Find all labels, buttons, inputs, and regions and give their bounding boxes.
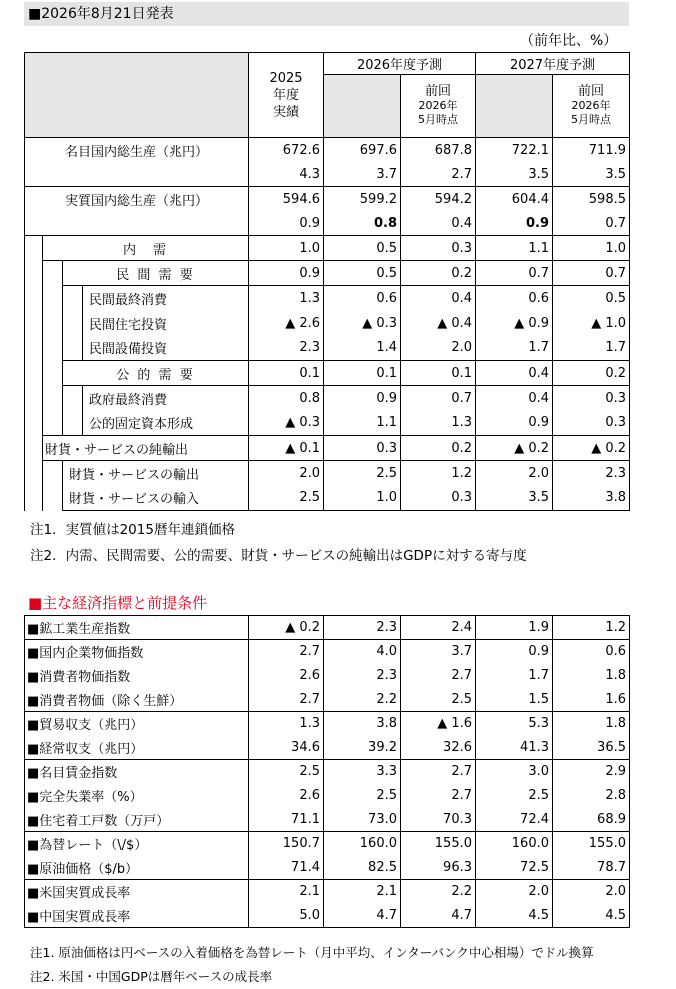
indent-cell	[25, 311, 43, 336]
indicator-label: ■国内企業物価指数	[25, 640, 249, 664]
value-cell: 0.7	[476, 261, 553, 286]
prev-line2: 2026年	[418, 99, 458, 112]
value-cell: 0.3	[553, 386, 630, 411]
row-label: 民間最終消費	[83, 286, 249, 311]
value-cell: 0.3	[324, 436, 401, 461]
value-cell: 1.8	[553, 712, 630, 736]
value-cell: ▲ 0.2	[249, 616, 324, 640]
table-row	[25, 856, 630, 880]
value-cell: 70.3	[401, 808, 476, 832]
table-row	[25, 213, 630, 236]
value-cell: 0.2	[401, 436, 476, 461]
value-cell: 0.4	[476, 361, 553, 386]
value-cell: 594.2	[401, 187, 476, 213]
table-row	[25, 361, 630, 386]
value-cell: 2.7	[249, 688, 324, 712]
value-cell: 155.0	[553, 832, 630, 856]
indicator-label: ■鉱工業生産指数	[25, 616, 249, 640]
row-label	[25, 213, 249, 236]
value-cell: 1.2	[401, 461, 476, 486]
value-cell: 2.4	[401, 616, 476, 640]
value-cell: ▲ 0.3	[249, 411, 324, 436]
value-cell: 1.3	[249, 286, 324, 311]
row-label: 公的固定資本形成	[83, 411, 249, 436]
row-label: 民間住宅投資	[83, 311, 249, 336]
value-cell: 2.3	[249, 336, 324, 361]
col-2027-prev	[553, 75, 630, 138]
indent-cell	[43, 411, 63, 436]
col-2027-forecast: 2027年度予測	[476, 53, 630, 75]
value-cell: ▲ 1.6	[401, 712, 476, 736]
value-cell: 2.0	[553, 880, 630, 904]
table-row	[25, 311, 630, 336]
table-row	[25, 616, 630, 640]
value-cell: 4.5	[476, 904, 553, 928]
table-row	[25, 261, 630, 286]
row-label: 名目国内総生産（兆円）	[25, 138, 249, 164]
unit-label: （前年比、%）	[520, 33, 618, 49]
indent-cell	[25, 336, 43, 361]
value-cell: 39.2	[324, 736, 401, 760]
value-cell: 2.7	[249, 640, 324, 664]
indicator-label: ■貿易収支（兆円）	[25, 712, 249, 736]
indicator-label: ■米国実質成長率	[25, 880, 249, 904]
indent-cell	[25, 411, 43, 436]
indent-cell	[25, 261, 43, 286]
value-cell: 2.0	[476, 461, 553, 486]
indicator-label: ■為替レート（\/$）	[25, 832, 249, 856]
section2-title: ■主な経済指標と前提条件	[28, 594, 208, 612]
col-2025-line3: 実績	[272, 104, 299, 120]
value-cell: 3.3	[324, 760, 401, 784]
value-cell: 0.8	[324, 213, 401, 236]
table-row	[25, 688, 630, 712]
table-row	[25, 760, 630, 784]
value-cell: 697.6	[324, 138, 401, 164]
value-cell: 78.7	[553, 856, 630, 880]
value-cell: 4.0	[324, 640, 401, 664]
value-cell: 2.3	[324, 616, 401, 640]
value-cell: 36.5	[553, 736, 630, 760]
value-cell: 599.2	[324, 187, 401, 213]
value-cell: 3.5	[476, 486, 553, 511]
indent-cell	[25, 236, 43, 261]
value-cell: 1.4	[324, 336, 401, 361]
value-cell: 2.2	[324, 688, 401, 712]
value-cell: 0.6	[324, 286, 401, 311]
value-cell: 71.4	[249, 856, 324, 880]
value-cell: 0.6	[476, 286, 553, 311]
value-cell: 2.6	[249, 664, 324, 688]
indicator-label: ■中国実質成長率	[25, 904, 249, 928]
table-row	[25, 904, 630, 928]
value-cell: 0.9	[476, 640, 553, 664]
indicator-label: ■住宅着工戸数（万戸）	[25, 808, 249, 832]
value-cell: ▲ 1.0	[553, 311, 630, 336]
value-cell: 1.5	[476, 688, 553, 712]
value-cell: 0.7	[553, 213, 630, 236]
value-cell: 2.1	[249, 880, 324, 904]
table-row	[25, 736, 630, 760]
value-cell: ▲ 0.1	[249, 436, 324, 461]
row-label: 民間設備投資	[83, 336, 249, 361]
indent-cell	[63, 311, 83, 336]
indent-cell	[43, 361, 63, 386]
col-2025-line1: 2025	[269, 70, 303, 86]
value-cell: 0.2	[401, 261, 476, 286]
value-cell: 2.9	[553, 760, 630, 784]
value-cell: 0.5	[324, 236, 401, 261]
value-cell: 1.7	[476, 664, 553, 688]
value-cell: 0.9	[324, 386, 401, 411]
table-row	[25, 832, 630, 856]
value-cell: 0.4	[401, 213, 476, 236]
table-row	[25, 712, 630, 736]
value-cell: 2.5	[476, 784, 553, 808]
table-row	[25, 187, 630, 213]
col-2025-actual	[249, 53, 324, 138]
value-cell: 41.3	[476, 736, 553, 760]
indent-cell	[25, 436, 43, 461]
value-cell: 1.1	[324, 411, 401, 436]
indicator-label: ■消費者物価指数	[25, 664, 249, 688]
value-cell: 32.6	[401, 736, 476, 760]
value-cell: 0.5	[324, 261, 401, 286]
value-cell: 5.3	[476, 712, 553, 736]
prev-line1: 前回	[577, 84, 604, 99]
table-row	[25, 461, 630, 486]
indicator-label: ■経常収支（兆円）	[25, 736, 249, 760]
indent-cell	[63, 336, 83, 361]
value-cell: 5.0	[249, 904, 324, 928]
value-cell: 0.9	[476, 213, 553, 236]
col-2026-forecast: 2026年度予測	[324, 53, 476, 75]
note2-2: 注2. 米国・中国GDPは暦年ベースの成長率	[30, 969, 273, 984]
row-label: 民 間 需 要	[63, 261, 249, 286]
value-cell: 0.9	[476, 411, 553, 436]
note2-1: 注1. 原油価格は円ベースの入着価格を為替レート（月中平均、インターバンク中心相場）でドル換算	[30, 945, 594, 960]
forecast-table	[24, 52, 630, 511]
indent-cell	[43, 336, 63, 361]
value-cell: 0.3	[553, 411, 630, 436]
value-cell: 71.1	[249, 808, 324, 832]
indicators-table	[24, 615, 630, 928]
value-cell: 2.7	[401, 760, 476, 784]
indent-cell	[25, 386, 43, 411]
value-cell: 3.8	[553, 486, 630, 511]
indicator-label: ■名目賃金指数	[25, 760, 249, 784]
table-row	[25, 411, 630, 436]
value-cell: 2.5	[249, 486, 324, 511]
value-cell: 1.9	[476, 616, 553, 640]
col-2026-prev	[401, 75, 476, 138]
value-cell: 722.1	[476, 138, 553, 164]
value-cell: 594.6	[249, 187, 324, 213]
value-cell: 1.8	[553, 664, 630, 688]
value-cell: 1.6	[553, 688, 630, 712]
prev-line1: 前回	[424, 84, 451, 99]
value-cell: 2.3	[553, 461, 630, 486]
value-cell: 0.8	[249, 386, 324, 411]
indent-cell	[25, 486, 43, 511]
indent-cell	[25, 461, 43, 486]
value-cell: 3.7	[401, 640, 476, 664]
table-row	[25, 640, 630, 664]
table-row	[25, 784, 630, 808]
value-cell: 711.9	[553, 138, 630, 164]
table-row	[25, 336, 630, 361]
row-label: 財貨・サービスの輸出	[63, 461, 249, 486]
value-cell: 2.7	[401, 664, 476, 688]
value-cell: 3.7	[324, 164, 401, 187]
value-cell: 72.5	[476, 856, 553, 880]
value-cell: 2.6	[249, 784, 324, 808]
value-cell: ▲ 0.3	[324, 311, 401, 336]
value-cell: 0.1	[324, 361, 401, 386]
value-cell: 1.3	[249, 712, 324, 736]
header-blank	[25, 53, 249, 138]
indent-cell	[63, 386, 83, 411]
value-cell: 2.0	[249, 461, 324, 486]
col-2025-line2: 年度	[272, 87, 299, 103]
value-cell: 2.1	[324, 880, 401, 904]
table-row	[25, 236, 630, 261]
table-row	[25, 486, 630, 511]
value-cell: 4.7	[401, 904, 476, 928]
value-cell: 1.0	[249, 236, 324, 261]
value-cell: 2.7	[401, 164, 476, 187]
value-cell: 2.3	[324, 664, 401, 688]
table-row	[25, 808, 630, 832]
indicator-label: ■原油価格（$/b）	[25, 856, 249, 880]
value-cell: 1.3	[401, 411, 476, 436]
value-cell: 0.7	[401, 386, 476, 411]
value-cell: ▲ 0.2	[476, 436, 553, 461]
table-row	[25, 286, 630, 311]
value-cell: 2.0	[401, 336, 476, 361]
page-title: ■2026年8月21日発表	[24, 2, 629, 26]
row-label: 財貨・サービスの純輸出	[43, 436, 249, 461]
value-cell: ▲ 2.6	[249, 311, 324, 336]
value-cell: 155.0	[401, 832, 476, 856]
table-row	[25, 138, 630, 164]
value-cell: 96.3	[401, 856, 476, 880]
value-cell: ▲ 0.2	[553, 436, 630, 461]
value-cell: 0.4	[476, 386, 553, 411]
value-cell: 3.5	[476, 164, 553, 187]
indent-cell	[43, 261, 63, 286]
value-cell: 4.3	[249, 164, 324, 187]
value-cell: 150.7	[249, 832, 324, 856]
value-cell: 1.1	[476, 236, 553, 261]
value-cell: 2.7	[401, 784, 476, 808]
indicator-label: ■完全失業率（%）	[25, 784, 249, 808]
table-row	[25, 386, 630, 411]
indent-cell	[63, 411, 83, 436]
col-2026-blank	[324, 75, 401, 138]
row-label: 内 需	[43, 236, 249, 261]
value-cell: 2.2	[401, 880, 476, 904]
value-cell: 34.6	[249, 736, 324, 760]
row-label: 実質国内総生産（兆円）	[25, 187, 249, 213]
table-row	[25, 664, 630, 688]
value-cell: 2.8	[553, 784, 630, 808]
value-cell: 2.0	[476, 880, 553, 904]
value-cell: 2.5	[249, 760, 324, 784]
value-cell: 3.8	[324, 712, 401, 736]
value-cell: 82.5	[324, 856, 401, 880]
value-cell: 0.3	[401, 486, 476, 511]
value-cell: 0.3	[401, 236, 476, 261]
value-cell: 68.9	[553, 808, 630, 832]
value-cell: 2.5	[401, 688, 476, 712]
indent-cell	[63, 286, 83, 311]
table-row	[25, 164, 630, 187]
indent-cell	[43, 386, 63, 411]
row-label	[25, 164, 249, 187]
prev-line3: 5月時点	[418, 113, 458, 126]
value-cell: 72.4	[476, 808, 553, 832]
indent-cell	[43, 486, 63, 511]
col-2027-blank	[476, 75, 553, 138]
value-cell: 687.8	[401, 138, 476, 164]
row-label: 財貨・サービスの輸入	[63, 486, 249, 511]
value-cell: ▲ 0.9	[476, 311, 553, 336]
value-cell: 1.0	[553, 236, 630, 261]
value-cell: 0.9	[249, 261, 324, 286]
value-cell: 672.6	[249, 138, 324, 164]
value-cell: 0.2	[553, 361, 630, 386]
value-cell: ▲ 0.4	[401, 311, 476, 336]
value-cell: 1.7	[553, 336, 630, 361]
value-cell: 1.2	[553, 616, 630, 640]
table-row	[25, 436, 630, 461]
value-cell: 3.0	[476, 760, 553, 784]
value-cell: 2.5	[324, 461, 401, 486]
indent-cell	[25, 286, 43, 311]
value-cell: 598.5	[553, 187, 630, 213]
value-cell: 604.4	[476, 187, 553, 213]
value-cell: 160.0	[476, 832, 553, 856]
row-label: 公 的 需 要	[63, 361, 249, 386]
value-cell: 0.9	[249, 213, 324, 236]
value-cell: 0.4	[401, 286, 476, 311]
value-cell: 73.0	[324, 808, 401, 832]
indent-cell	[43, 461, 63, 486]
prev-line2: 2026年	[571, 99, 611, 112]
indent-cell	[43, 286, 63, 311]
value-cell: 4.5	[553, 904, 630, 928]
value-cell: 0.5	[553, 286, 630, 311]
note1-1: 注1．実質値は2015暦年連鎖価格	[30, 522, 235, 538]
note1-2: 注2．内需、民間需要、公的需要、財貨・サービスの純輸出はGDPに対する寄与度	[30, 548, 527, 564]
indent-cell	[43, 311, 63, 336]
value-cell: 1.7	[476, 336, 553, 361]
value-cell: 160.0	[324, 832, 401, 856]
prev-line3: 5月時点	[571, 113, 611, 126]
value-cell: 1.0	[324, 486, 401, 511]
value-cell: 4.7	[324, 904, 401, 928]
value-cell: 0.7	[553, 261, 630, 286]
value-cell: 0.1	[401, 361, 476, 386]
value-cell: 0.6	[553, 640, 630, 664]
value-cell: 2.5	[324, 784, 401, 808]
indent-cell	[25, 361, 43, 386]
row-label: 政府最終消費	[83, 386, 249, 411]
table-row	[25, 880, 630, 904]
indicator-label: ■消費者物価（除く生鮮）	[25, 688, 249, 712]
value-cell: 3.5	[553, 164, 630, 187]
value-cell: 0.1	[249, 361, 324, 386]
